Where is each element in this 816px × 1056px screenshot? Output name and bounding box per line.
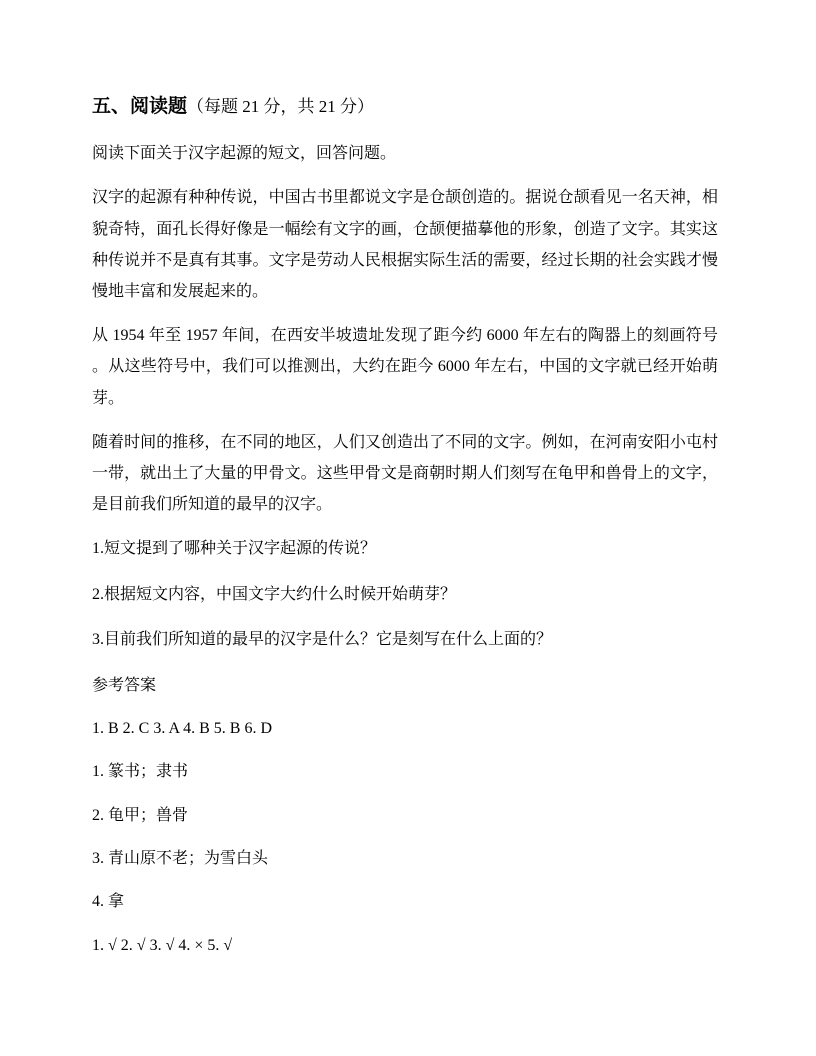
section-heading: [92, 91, 718, 122]
instruction-text: 阅读下面关于汉字起源的短文，回答问题。: [92, 145, 397, 163]
passage-line: 貌奇特，面孔长得好像是一幅绘有文字的画，仓颉便描摹他的形象，创造了文字。其实这: [92, 220, 718, 238]
passage-line: 。从这些符号中，我们可以推测出，大约在距今 6000 年左右，中国的文字就已经开始萌: [92, 358, 718, 376]
passage-paragraph-oracle-bone: [92, 427, 718, 521]
passage-line: 慢地丰富和发展起来的。: [92, 283, 269, 301]
score-note: （每题 21 分，共 21 分）: [187, 97, 375, 116]
question-item: 3.目前我们所知道的最早的汉字是什么？它是刻写在什么上面的？: [92, 631, 553, 649]
passage-paragraph-banpo: [92, 320, 718, 414]
passage-line: 汉字的起源有种种传说，中国古书里都说文字是仓颉创造的。据说仓颉看见一名天神，相: [92, 189, 718, 207]
passage-paragraph-legend: [92, 182, 718, 307]
answer-item: 1. B 2. C 3. A 4. B 5. B 6. D: [92, 720, 273, 738]
question-item: 2.根据短文内容，中国文字大约什么时候开始萌芽？: [92, 585, 457, 603]
passage-line: 种传说并不是真有其事。文字是劳动人民根据实际生活的需要，经过长期的社会实践才慢: [92, 251, 718, 269]
passage-line: 随着时间的推移，在不同的地区，人们又创造出了不同的文字。例如，在河南安阳小屯村: [92, 433, 718, 451]
passage-line: 是目前我们所知道的最早的汉字。: [92, 496, 333, 514]
answer-item: 4. 拿: [92, 893, 125, 911]
section-title: 五、阅读题: [92, 96, 188, 117]
question-item: 1.短文提到了哪种关于汉字起源的传说？: [92, 540, 377, 558]
answer-item: 1. √ 2. √ 3. √ 4. × 5. √: [92, 936, 233, 954]
answer-item: 3. 青山原不老；为雪白头: [92, 849, 269, 867]
reading-section: [92, 91, 718, 973]
answer-key-title: 参考答案: [92, 676, 157, 694]
passage-line: 一带，就出土了大量的甲骨文。这些甲骨文是商朝时期人们刻写在龟甲和兽骨上的文字，: [92, 465, 718, 483]
answer-item: 2. 龟甲；兽骨: [92, 806, 189, 824]
passage-line: 芽。: [92, 389, 125, 407]
answer-item: 1. 篆书；隶书: [92, 763, 189, 781]
passage-line: 从 1954 年至 1957 年间，在西安半坡遗址发现了距今约 6000 年左右的陶器上的刻画符号: [92, 327, 718, 345]
